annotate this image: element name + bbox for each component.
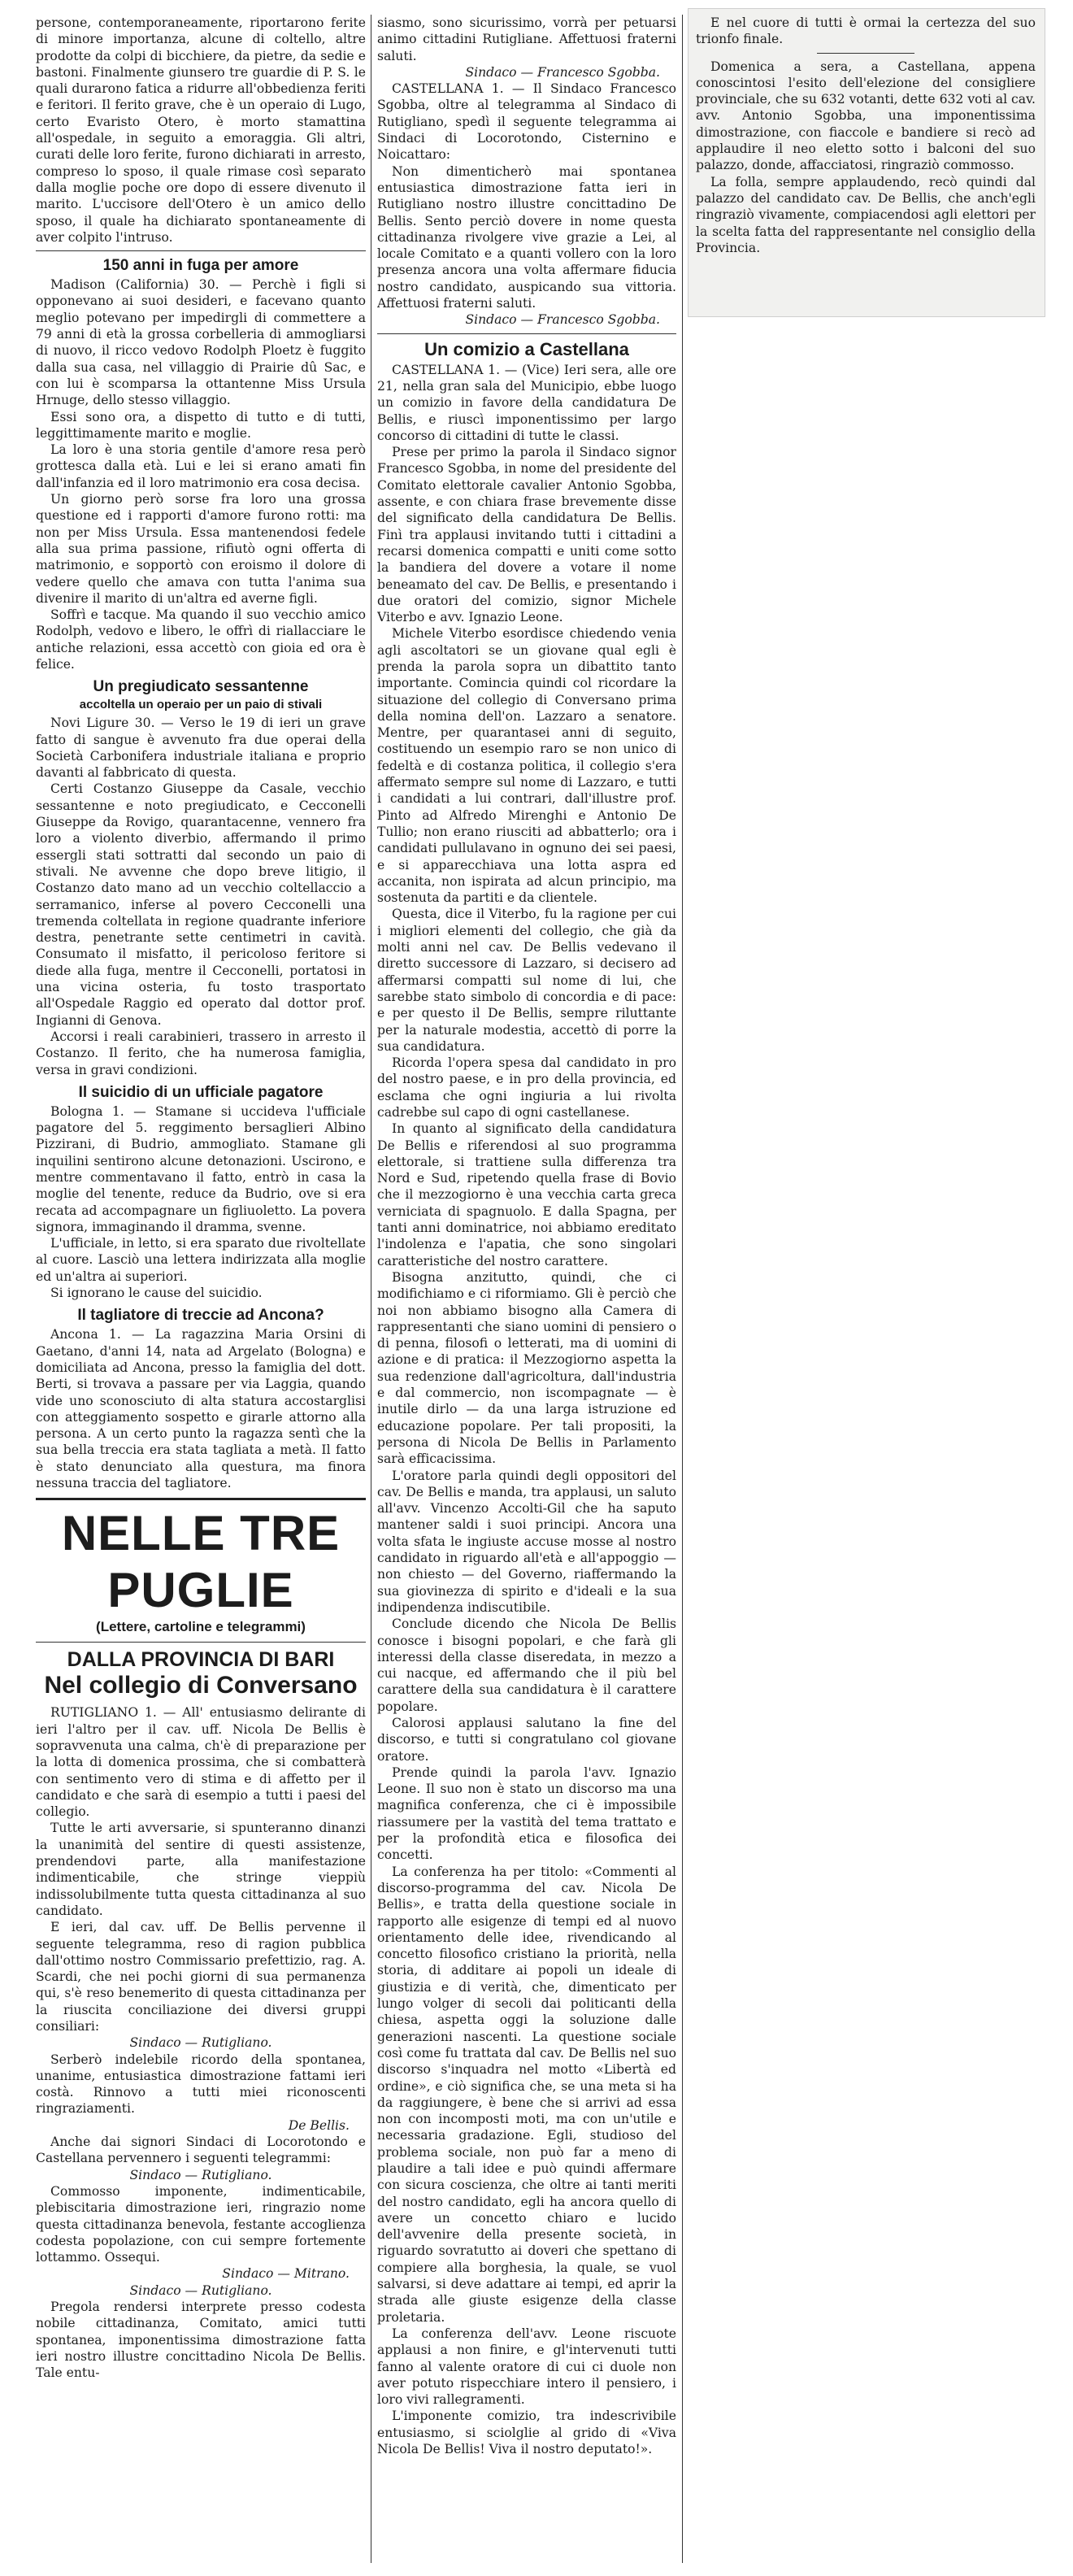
article-paragraph: siasmo, sono sicurissimo, vorrà per petuarsi animo cittadini Rutigliane. Affettuosi fraterni saluti. <box>377 15 676 63</box>
article-paragraph: CASTELLANA 1. — (Vice) Ieri sera, alle ore 21, nella gran sala del Municipio, ebbe luogo un comizio in favore della candidatura De Bellis, e riuscì imponentissimo per largo concorso di cittadini di tutte le classi. <box>377 362 676 443</box>
article-paragraph: La loro è una storia gentile d'amore resa però grottesca dalla età. Lui e lei si erano amati fin dall'infanzia ed il loro matrimonio era cosa decisa. <box>36 442 366 490</box>
article-paragraph: Domenica a sera, a Castellana, appena conoscintosi l'esito dell'elezione del consigliere provinciale, che su 632 votanti, dette 632 voti al cav. avv. Antonio Sgobba, una imponentissima dimostrazione, con fiaccole e bandiere si recò ad applaudire il neo eletto sotto i balconi del suo palazzo, donde, affacciatosi, ringraziò commosso. <box>696 59 1036 173</box>
telegram-signature: Sindaco — Mitrano. <box>222 2266 350 2282</box>
article-paragraph: Madison (California) 30. — Perchè i figli si opponevano ai suoi desideri, e facevano quanto meglio potevano per impedirgli di commettere a 79 anni di età la grossa corbelleria di ammogliarsi di nuovo, il ricco vedovo Rodolph Ploetz è fuggito dalla sua casa, nel villaggio di Prairie dû Sac, e con lui è scomparsa la ottantenne Miss Ursula Hrnuge, dello stesso villaggio. <box>36 277 366 408</box>
article-paragraph: RUTIGLIANO 1. — All' entusiasmo delirante di ieri l'altro per il cav. uff. Nicola De Bellis è sopravvenuta una calma, ch'è di preparazione per la lotta di domenica prossima, che si combatterà con sentimento vero di stima e di affetto per il candidato e che sarà di esempio a tutti i paesi del collegio. <box>36 1705 366 1820</box>
headline-pregiudicato: Un pregiudicato sessantenne <box>93 678 309 696</box>
article-paragraph: Ancona 1. — La ragazzina Maria Orsini di Gaetano, d'anni 14, nata ad Argelato (Bologna) e domiciliata ad Ancona, presso la famiglia del dott. Berti, si trovava a passare per via Laggia, quando vide uno sconosciuto di alta statura accostarglisi con atteggiamento sospetto e girarle attorno alla persona. A un certo punto la ragazza sentì che la sua bella treccia era stata tagliata a metà. Il fatto è stato denunciato alla questura, ma finora nessuna traccia del tagliatore. <box>36 1327 366 1491</box>
article-paragraph: Conclude dicendo che Nicola De Bellis conosce i bisogni popolari, e che farà gli interessi della classe diseredata, in mezzo a cui nacque, ed affermando che il più bel carattere della sua candidatura è il carattere popolare. <box>377 1617 676 1714</box>
telegram-body: Serberò indelebile ricordo della spontanea, unanime, entusiastica dimostrazione fattami ieri costà. Rinnovo a tutti miei riconoscenti ringraziamenti. <box>36 2052 366 2117</box>
article-paragraph: Novi Ligure 30. — Verso le 19 di ieri un grave fatto di sangue è avvenuto fra due operai della Società Carbonifera industriale italiana e proprio davanti al fabbricato di questa. <box>36 716 366 781</box>
article-paragraph: La conferenza dell'avv. Leone riscuote applausi a non finire, e gl'intervenuti tutti fanno al valente oratore di cui ci duole non aver potuto rispecchiare intero il pensiero, i loro vivi rallegramenti. <box>377 2326 676 2408</box>
headline-suicidio: Il suicidio di un ufficiale pagatore <box>78 1083 324 1101</box>
section-banner: NELLE TRE PUGLIE <box>36 1498 366 1619</box>
article-paragraph: Essi sono ora, a dispetto di tutto e di tutti, leggittimamente marito e moglie. <box>36 409 366 441</box>
article-paragraph: Ricorda l'opera spesa dal candidato in pro del nostro paese, e in pro della provincia, ed esclama che ogni ingiuria a lui rivolta cadrebbe sul capo di ogni castellanese. <box>377 1055 676 1120</box>
article-paragraph: Si ignorano le cause del suicidio. <box>50 1286 263 1301</box>
headline-fuga: 150 anni in fuga per amore <box>102 257 299 275</box>
article-paragraph: La conferenza ha per titolo: «Commenti al discorso-programma del cav. Nicola De Bellis», e tratta della questione sociale in rapporto alle esigenze di tempi ed al nuovo orientamento delle idee, rivendicando al concetto filosofico cristiano la priorità, nella storia, di additare ai popoli un ideale di giustizia e di verità, che, dimenticato per lungo volger di secoli dai politicanti della chiesa, aspetta oggi la soluzione dalle generazioni nascenti. La questione sociale così come fu trattata dal cav. De Bellis nel suo discorso s'inquadra nel motto «Libertà ed ordine», e ciò significa che, se una meta si ha da raggiungere, è bene che si arrivi ad essa non con incomposti moti, ma con un'utile e necessaria gradazione. Egli, studioso del problema sociale, non può far a meno di plaudire a tali idee e può quindi affermare con sicura coscienza, che oltre ai tanti meriti del nostro candidato, egli ha ancora quello di avere un concetto chiaro e lucido dell'avvenire della presente società, in riguardo sovratutto ai doveri che spettano di compiere alla borghesia, la quale, se vuol salvarsi, si deve adattare ai tempi, ed aprir la strada alle giuste esigenze della classe proletaria. <box>377 1864 676 2325</box>
headline-tagliatore: Il tagliatore di treccie ad Ancona? <box>77 1307 324 1325</box>
separator <box>817 53 914 54</box>
telegram-signature: Sindaco — Francesco Sgobba. <box>465 312 660 328</box>
article-paragraph: Soffrì e tacque. Ma quando il suo vecchio amico Rodolph, vedovo e libero, le offrì di riallacciare le antiche relazioni, essa accettò con gioia ed ora è felice. <box>36 607 366 672</box>
article-paragraph: Michele Viterbo esordisce chiedendo venia agli ascoltatori se un giovane qual egli è prenda la parola sopra un dibattito tanto importante. Comincia quindi col ricordare la situazione del collegio di Conversano prima della nomina dell'on. Lazzaro a senatore. Mentre, per quarantasei anni di seguito, costituendo un esempio raro se non unico di fedeltà e di costanza politica, il collegio s'era affermato sempre sul nome di Lazzaro, e tutti i candidati a lui contrari, dall'illustre prof. Pinto ad Alfredo Mirenghi e Antonio De Tullio; non erano riusciti ad abbatterlo; ora i candidati pullulavano in ognuno dei sei paesi, e si apparecchiava una lotta aspra ed accanita, non ispirata ad alcun principio, ma sostenuta da partiti e da clientele. <box>377 626 676 906</box>
article-paragraph: E ieri, dal cav. uff. De Bellis pervenne il seguente telegramma, reso di ragion pubblica dall'ottimo nostro Commissario prefettizio, rag. A. Scardi, che nei pochi giorni di sua permanenza qui, s'è reso benemerito di questa cittadinanza per la riuscita conciliazione dei diversi gruppi consiliari: <box>36 1920 366 2034</box>
telegram-body: Commosso imponente, indimenticabile, plebiscitaria dimostrazione ieri, ringrazio nome questa cittadinanza benevola, festante accoglienza codesta popolazione, con cui sempre fortemente lottammo. Ossequi. <box>36 2183 366 2265</box>
article-paragraph: Certi Costanzo Giuseppe da Casale, vecchio sessantenne e noto pregiudicato, e Cecconelli Giuseppe da Rovigo, quarantacenne, vennero fra loro a violento diverbio, affermando il primo essergli stati sottratti dal secondo un paio di stivali. Ne avvenne che dopo breve litigio, il Costanzo dato mano ad un vecchio coltellaccio a serramanico, inferse al povero Cecconelli una tremenda coltellata in regione quadrante inferiore destra, penetrante sette centimetri in cavità. Consumato il misfatto, il pericoloso feritore si diede alla fuga, mentre il Cecconelli, portatosi in una vicina osteria, fu tosto trasportato all'Ospedale Raggio ed operato dal dottor prof. Ingianni di Genova. <box>36 781 366 1028</box>
column-rule-2 <box>682 15 683 2563</box>
telegram-header: Sindaco — Rutigliano. <box>129 2035 272 2051</box>
column-3-clipping <box>696 15 1036 306</box>
article-paragraph: Bologna 1. — Stamane si uccideva l'ufficiale pagatore del 5. reggimento bersaglieri Albino Pizzirani, di Budrio, ammogliato. Stamane gli inquilini sentirono alcune detonazioni. Uscirono, e mentre commentavano il fatto, entrò in casa la moglie del tenente, reduce da Budrio, ove si era recata ad accompagnare un figliuoletto. La povera signora, immaginando il dramma, svenne. <box>36 1103 366 1234</box>
column-2 <box>377 15 676 2563</box>
section-banner-subtitle: (Lettere, cartoline e telegrammi) <box>96 1619 306 1635</box>
article-paragraph: CASTELLANA 1. — Il Sindaco Francesco Sgobba, oltre al telegramma al Sindaco di Rutigliano, spedì il seguente telegramma ai Sindaci di Locorotondo, Cisternino e Noicattaro: <box>377 81 676 163</box>
column-1 <box>36 15 366 2563</box>
telegram-signature: Sindaco — Francesco Sgobba. <box>465 64 660 80</box>
article-paragraph: Anche dai signori Sindaci di Locorotondo e Castellana pervennero i seguenti telegrammi: <box>36 2134 366 2166</box>
telegram-signature: De Bellis. <box>288 2117 350 2133</box>
article-paragraph: Prende quindi la parola l'avv. Ignazio Leone. Il suo non è stato un discorso ma una magnifica conferenza, che ci è impossibile riassumere per la vastità del tema trattato e per la profondità etica e filosofica dei concetti. <box>377 1764 676 1863</box>
article-paragraph: L'oratore parla quindi degli oppositori del cav. De Bellis e manda, tra applausi, un saluto all'avv. Vincenzo Accolti-Gil che ha saputo mantener saldi i suoi principi. Ancora una volta sfata le ingiuste accuse mosse al nostro candidato in riguardo all'età e all'appoggio — non chiesto — del Governo, riaffermando la sua giovinezza di spirito e d'ideali e la sua indipendenza indiscutibile. <box>377 1468 676 1615</box>
article-paragraph: Questa, dice il Viterbo, fu la ragione per cui i migliori elementi del collegio, che già da molti anni nel cav. De Bellis vedevano il diretto successore di Lazzaro, si decisero ad affermarsi compatti sul nome di lui, che sarebbe stato simbolo di concordia e di pace: e per questo il De Bellis, sempre riluttante per la naturale modestia, accettò di porre la sua candidatura. <box>377 907 676 1054</box>
article-paragraph: Bisogna anzitutto, quindi, che ci modifichiamo e ci riformiamo. Gli è perciò che noi non abbiamo bisogno alla Camera di rappresentanti che siano uomini di pensiero o di penna, filosofi o letterati, ma di uomini di azione e di pratica: il Mezzogiorno aspetta la sua redenzione dall'agricoltura, dall'industria e dal commercio, non iscompagnate — è inutile dirlo — da una larga istruzione ed educazione popolare. Per tali propositi, la persona di Nicola De Bellis in Parlamento sarà efficacissima. <box>377 1269 676 1467</box>
subheadline-pregiudicato: accoltella un operaio per un paio di stivali <box>79 698 323 712</box>
telegram-header: Sindaco — Rutigliano. <box>129 2282 272 2298</box>
article-paragraph: La folla, sempre applaudendo, recò quindi dal palazzo del candidato cav. De Bellis, che anch'egli ringraziò vivamente, compiacendosi agli elettori per la scelta fatta del rappresentante nel consiglio della Provincia. <box>696 174 1036 255</box>
section-heading-provincia: DALLA PROVINCIA DI BARI <box>36 1642 366 1672</box>
article-paragraph: In quanto al significato della candidatura De Bellis e riferendosi al suo programma elettorale, si trattiene sulla differenza tra Nord e Sud, ripetendo quella frase di Bovio che il mezzogiorno è una vecchia carta greca verniciata di spagnuolo. E dalla Spagna, per tanti anni dominatrice, noi abbiamo ereditato l'indolenza e l'apatia, che sono singolari caratteristiche del nostro carattere. <box>377 1121 676 1268</box>
article-paragraph: persone, contemporaneamente, riportarono ferite di minore importanza, alcune di coltello, altre prodotte da colpi di bicchiere, da pietre, da sedie e bastoni. Finalmente giunsero tre guardie di P. S. le quali durarono fatica a ridurre all'obbedienza feriti e feritori. Il ferito grave, che è un operaio di Lugo, certo Evaristo Otero, è morto stamattina all'ospedale, in seguito a emoraggia. Gli altri, curati delle loro ferite, furono dichiarati in arresto, compreso lo sposo, il quale rimase così separato dalla moglie poche ore dopo di essere divenuto il marito. L'uccisore dell'Otero è un amico dello sposo, il quale ha dichiarato spontaneamente di aver colpito l'intruso. <box>36 15 366 245</box>
article-paragraph: L'imponente comizio, tra indescrivibile entusiasmo, si sciolglie al grido di «Viva Nicola De Bellis! Viva il nostro deputato!». <box>377 2408 676 2457</box>
headline-comizio: Un comizio a Castellana <box>424 338 629 359</box>
article-paragraph: Accorsi i reali carabinieri, trassero in arresto il Costanzo. Il ferito, che ha numerosa famiglia, versa in gravi condizioni. <box>36 1029 366 1077</box>
article-paragraph: Prese per primo la parola il Sindaco signor Francesco Sgobba, in nome del presidente del Comitato elettorale cavalier Antonio Sgobba, assente, e con chiara frase brevemente disse del significato della candidatura De Bellis. Finì tra applausi invitando tutti i cittadini a recarsi domenica compatti e uniti come sotto la bandiera del dovere a votare il nome beneamato del cav. De Bellis, e presentando i due oratori del comizio, signor Michele Viterbo e avv. Ignazio Leone. <box>377 445 676 625</box>
separator <box>36 250 366 251</box>
article-paragraph: Tutte le arti avversarie, si spunteranno dinanzi la unanimità del sentire di questi assistenze, prendendovi parte, alla manifestazione indimenticabile, che stringe vieppiù indissolubilmente tutta questa cittadinanza al suo candidato. <box>36 1821 366 1918</box>
telegram-body: Pregola rendersi interprete presso codesta nobile cittadinanza, Comitato, amici tutti spontanea, imponentissima dimostrazione fatta ieri nostro illustre concittadino Nicola De Bellis. Tale entu- <box>36 2300 366 2381</box>
separator <box>377 333 676 334</box>
telegram-header: Sindaco — Rutigliano. <box>129 2167 272 2182</box>
article-paragraph: L'ufficiale, in letto, si era sparato due rivoltellate al cuore. Lasciò una lettera indirizzata alla moglie ed un'altra ai superiori. <box>36 1236 366 1284</box>
article-paragraph: E nel cuore di tutti è ormai la certezza del suo trionfo finale. <box>696 15 1036 47</box>
article-paragraph: Calorosi applausi salutano la fine del discorso, e tutti si congratulano col giovane oratore. <box>377 1715 676 1764</box>
section-heading-collegio: Nel collegio di Conversano <box>44 1672 358 1699</box>
telegram-body: Non dimenticherò mai spontanea entusiastica dimostrazione fatta ieri in Rutigliano nostro illustre concittadino De Bellis. Sento perciò dovere in nome questa cittadinanza rivolgere vive grazie a Lei, al locale Comitato e a quanti vollero con la loro presenza ancora una volta affermare fiducia nostro candidato, auspicando sua vittoria. Affettuosi fraterni saluti. <box>377 163 676 311</box>
article-paragraph: Un giorno però sorse fra loro una grossa questione ed i rapporti d'amore furono rotti: ma non per Miss Ursula. Essa mantenendosi fedele alla sua prima passione, rifiutò ogni offerta di matrimonio, e sopportò con eroismo il dolore di vedere quello che amava con tutta l'anima sua divenire il marito di un'altra ed averne figli. <box>36 492 366 606</box>
